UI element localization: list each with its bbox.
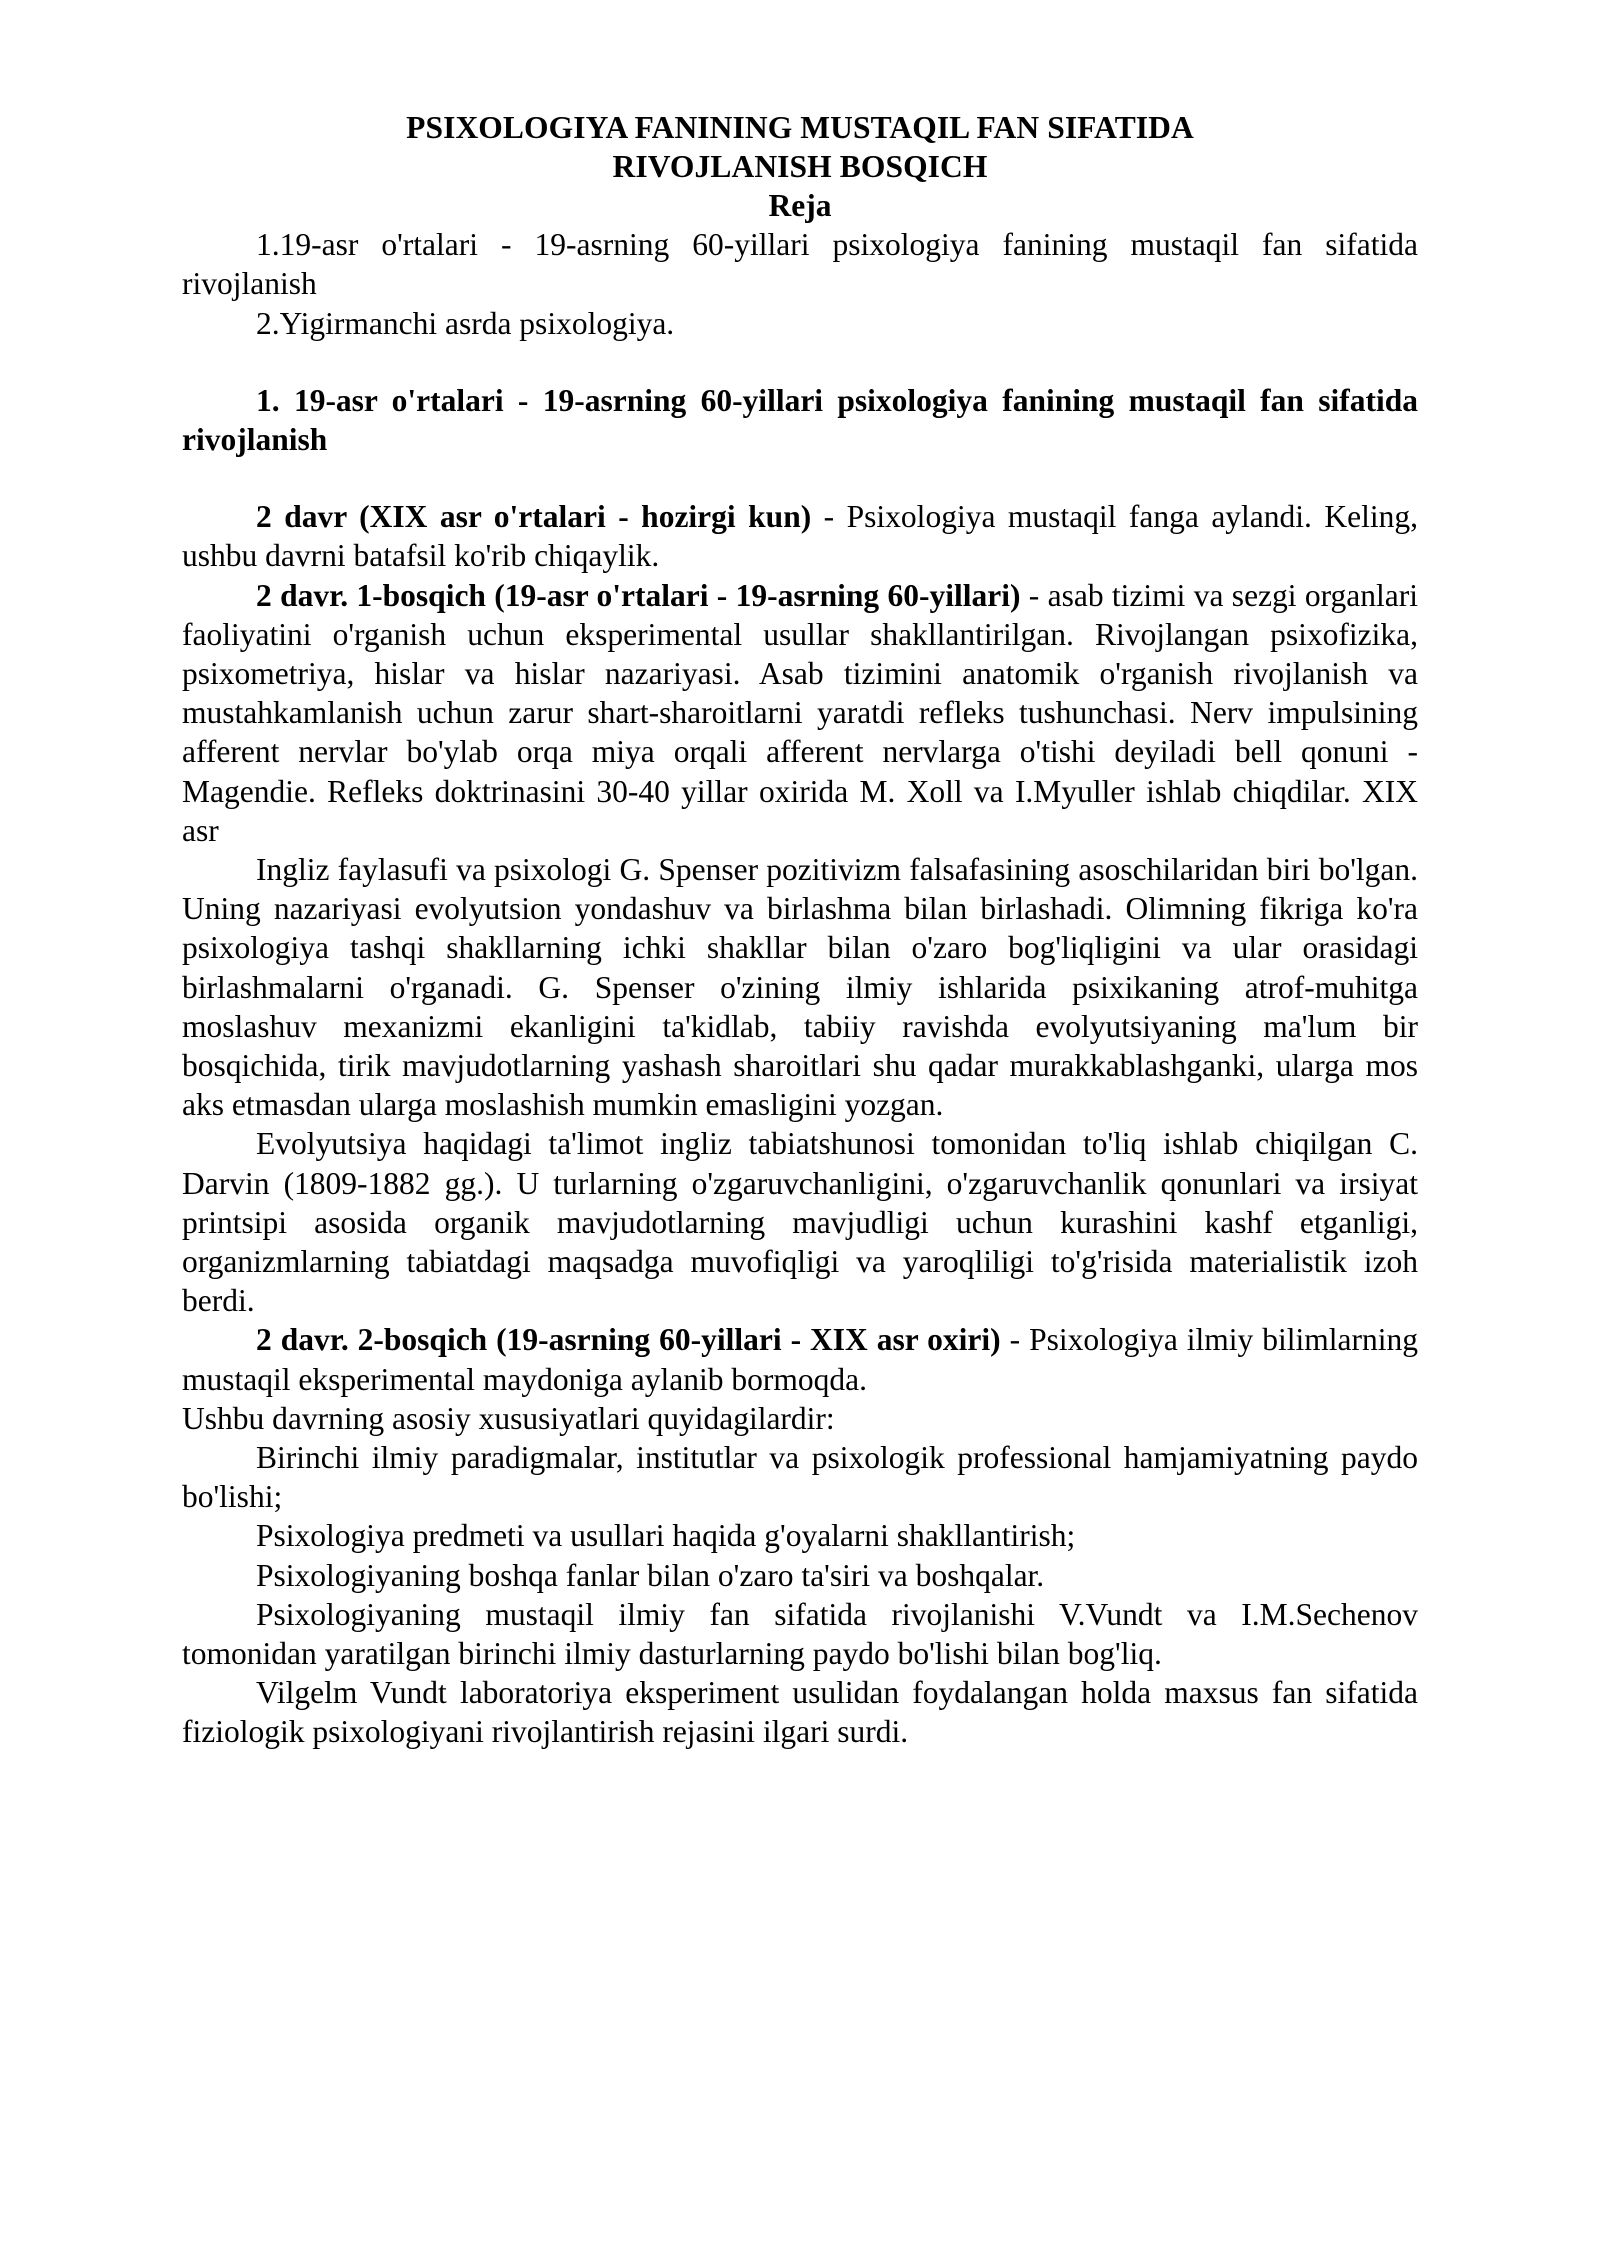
paragraph-1	[182, 497, 1418, 575]
paragraph-7: Birinchi ilmiy paradigmalar, institutlar va psixologik professional hamjamiyatning paydo bo'lishi;	[182, 1440, 1418, 1515]
paragraph-1-body: - Psixologiya mustaqil fanga aylandi. Keling, ushbu davrni batafsil ko'rib chiqaylik.	[182, 499, 1418, 574]
spacer	[182, 459, 1418, 497]
paragraph-8: Psixologiya predmeti va usullari haqida g'oyalarni shakllantirish;	[256, 1518, 1076, 1554]
paragraph-11: Vilgelm Vundt laboratoriya eksperiment usulidan foydalangan holda maxsus fan sifatida fiziologik psixologiyani rivojlantirish rejasini ilgari surdi.	[182, 1675, 1418, 1750]
title-line-1: PSIXOLOGIYA FANINING MUSTAQIL FAN SIFATIDA	[406, 110, 1194, 145]
paragraph-9: Psixologiyaning boshqa fanlar bilan o'zaro ta'siri va boshqalar.	[256, 1557, 1045, 1593]
spacer	[182, 343, 1418, 381]
paragraph-2-lead: 2 davr. 1-bosqich (19-asr o'rtalari - 19-asrning 60-yillari)	[256, 577, 1021, 613]
paragraph-5-body: - Psixologiya ilmiy bilimlarning mustaqil eksperimental maydoniga aylanib bormoqda.	[182, 1322, 1418, 1397]
paragraph-3: Ingliz faylasufi va psixologi G. Spenser pozitivizm falsafasining asoschilaridan biri bo'lgan. Uning nazariyasi evolyutsion yondashuv va birlashma bilan birlashadi. Olimning fikriga ko'ra psixologiya tashqi shakllarning ichki shakllar bilan o'zaro bog'liqligini va ular orasidagi birlashmalarni o'rganadi. G. Spenser o'zining ilmiy ishlarida psixikaning atrof-muhitga moslashuv mexanizmi ekanligini ta'kidlab, tabiiy ravishda evolyutsiyaning ma'lum bir bosqichida, tirik mavjudotlarning yashash sharoitlari shu qadar murakkablashganki, ularga mos aks etmasdan ularga moslashish mumkin emasligini yozgan.	[182, 851, 1418, 1123]
page-title	[182, 108, 1418, 186]
paragraph-2	[182, 576, 1418, 850]
section-1-heading: 1. 19-asr o'rtalari - 19-asrning 60-yillari psixologiya fanining mustaqil fan sifatida rivojlanish	[182, 382, 1418, 457]
paragraph-5	[182, 1320, 1418, 1398]
reja-item-2: 2.Yigirmanchi asrda psixologiya.	[256, 305, 675, 341]
paragraph-5-lead: 2 davr. 2-bosqich (19-asrning 60-yillari - XIX asr oxiri)	[256, 1322, 1001, 1358]
reja-subtitle: Reja	[768, 188, 832, 224]
paragraph-4: Evolyutsiya haqidagi ta'limot ingliz tabiatshunosi tomonidan to'liq ishlab chiqilgan C. Darvin (1809-1882 gg.). U turlarning o'zgaruvchanligini, o'zgaruvchanlik qonunlari va irsiyat printsipi asosida organik mavjudotlarning mavjudligi uchun kurashini kashf etganligi, organizmlarning tabiatdagi maqsadga muvofiqligi va yaroqliligi to'g'risida materialistik izoh berdi.	[182, 1126, 1418, 1319]
paragraph-2-body: - asab tizimi va sezgi organlari faoliyatini o'rganish uchun eksperimental usullar shakllantirilgan. Rivojlangan psixofizika, psixometriya, hislar va hislar nazariyasi. Asab tizimini anatomik o'rganish rivojlanish va mustahkamlanish uchun zarur shart-sharoitlarni yaratdi refleks tushunchasi. Nerv impulsining afferent nervlar bo'ylab orqa miya orqali afferent nervlarga o'tishi deyiladi bell qonuni - Magendie. Refleks doktrinasini 30-40 yillar oxirida M. Xoll va I.Myuller ishlab chiqdilar. XIX asr	[182, 577, 1418, 848]
paragraph-10: Psixologiyaning mustaqil ilmiy fan sifatida rivojlanishi V.Vundt va I.M.Sechenov tomonidan yaratilgan birinchi ilmiy dasturlarning paydo bo'lishi bilan bog'liq.	[182, 1596, 1418, 1672]
paragraph-1-lead: 2 davr (XIX asr o'rtalari - hozirgi kun)	[256, 499, 812, 535]
reja-item-1: 1.19-asr o'rtalari - 19-asrning 60-yillari psixologiya fanining mustaqil fan sifatida rivojlanish	[182, 227, 1418, 302]
paragraph-6: Ushbu davrning asosiy xususiyatlari quyidagilardir:	[182, 1400, 835, 1436]
title-line-2: RIVOJLANISH BOSQICH	[612, 149, 988, 185]
